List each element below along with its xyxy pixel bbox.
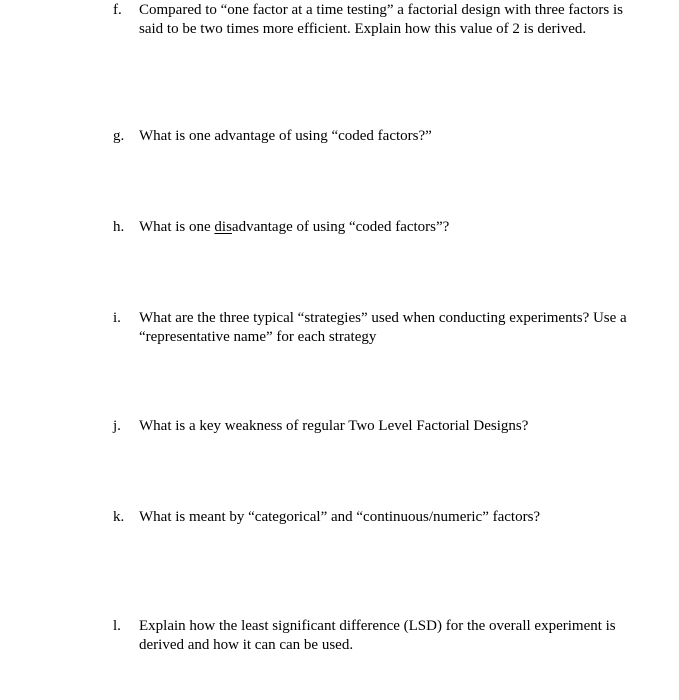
question-line: said to be two times more efficient. Explain how this value of 2 is derived. [139, 20, 587, 37]
question-line: What is meant by “categorical” and “continuous/numeric” factors? [139, 509, 541, 525]
question-text [139, 508, 663, 527]
question-line: What are the three typical “strategies” used when conducting experiments? Use a [139, 310, 627, 326]
question-line: What is a key weakness of regular Two Level Factorial Designs? [139, 418, 529, 434]
question-text [139, 309, 663, 346]
question-marker: i. [113, 310, 121, 326]
question-marker: g. [113, 128, 125, 144]
question-prefix: What is one [139, 219, 215, 235]
question-suffix: advantage of using “coded factors”? [231, 219, 450, 235]
question-text [139, 617, 663, 654]
question-text [139, 218, 663, 237]
question-marker: h. [113, 219, 125, 235]
question-line: derived and how it can can be used. [139, 636, 354, 653]
question-text [139, 417, 663, 436]
question-line: Explain how the least significant difference (LSD) for the overall experiment is [139, 618, 616, 634]
underlined-emphasis: dis [214, 219, 232, 235]
question-line: “representative name” for each strategy [139, 328, 377, 345]
question-text [139, 127, 663, 146]
question-marker: l. [113, 618, 121, 634]
question-line [139, 218, 663, 237]
question-marker: j. [113, 418, 121, 434]
question-line: What is one advantage of using “coded factors?” [139, 128, 432, 144]
question-text [139, 1, 663, 38]
question-marker: f. [113, 2, 122, 18]
question-marker: k. [113, 509, 125, 525]
question-line: Compared to “one factor at a time testing” a factorial design with three factors is [139, 2, 623, 18]
